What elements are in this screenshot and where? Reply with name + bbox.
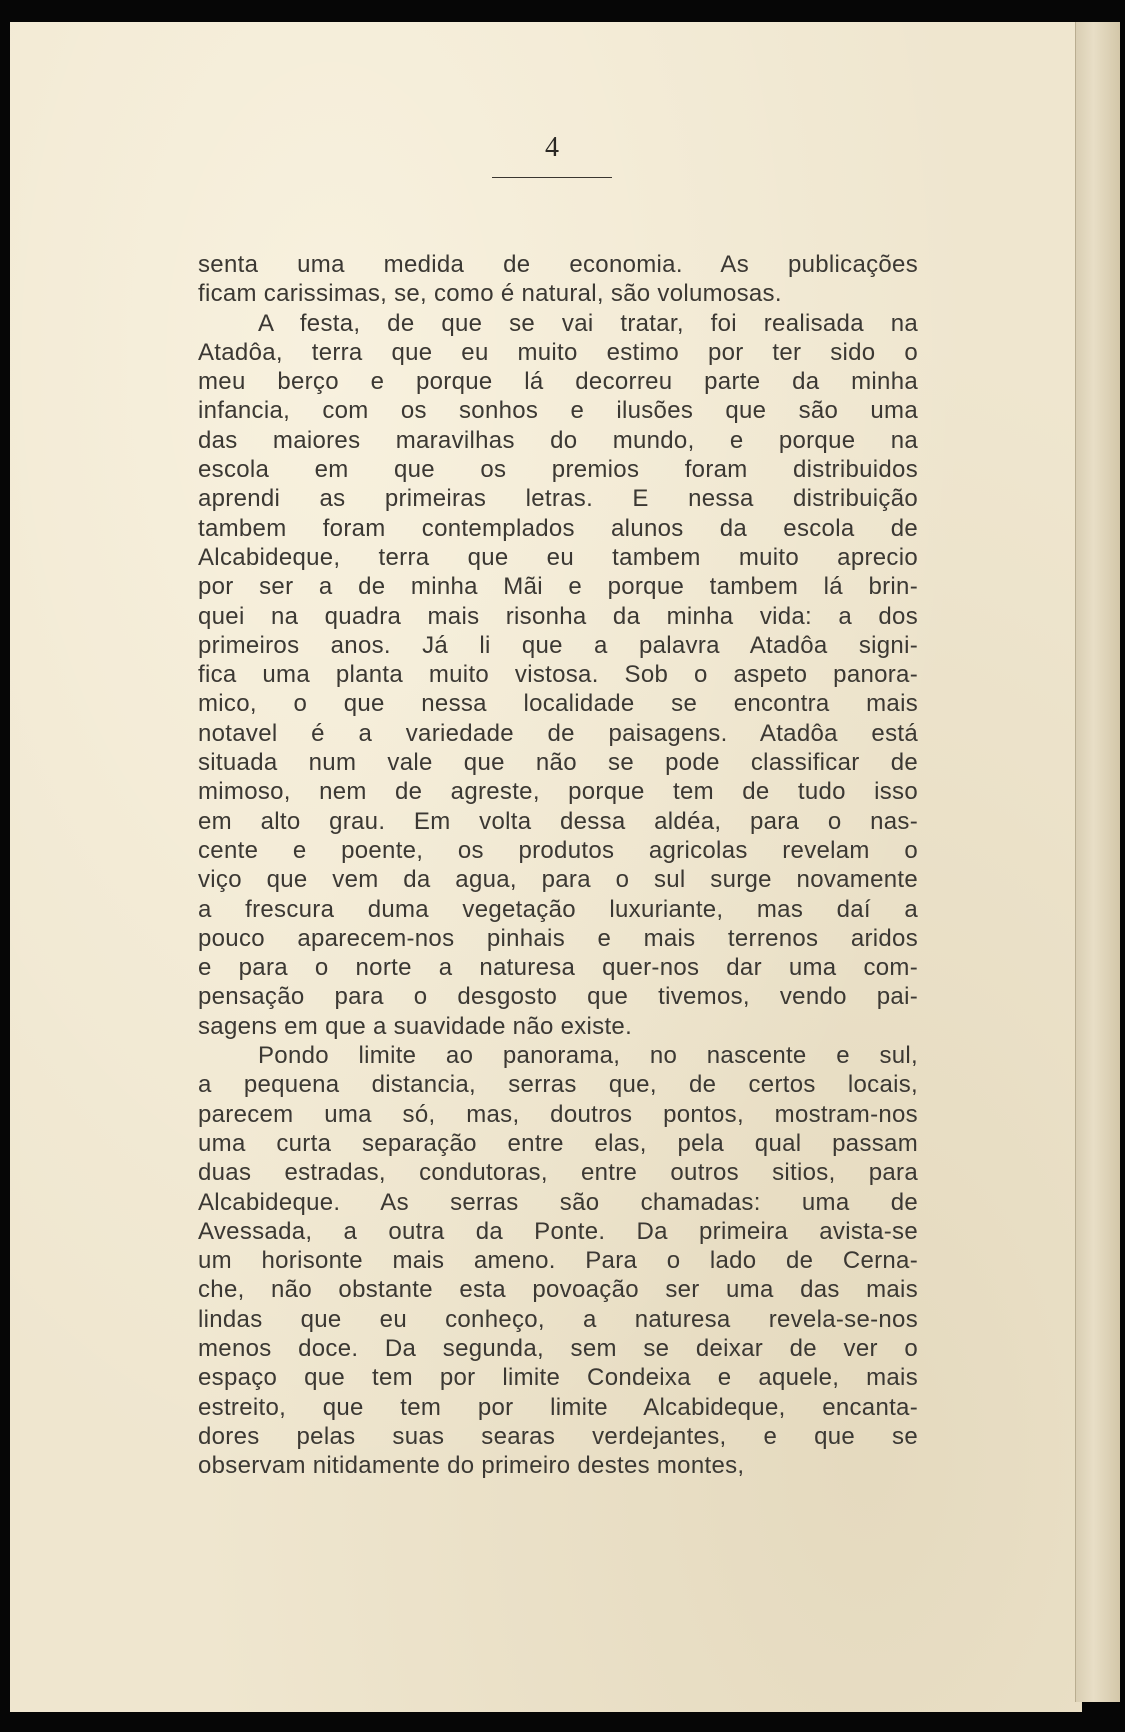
text-line: mico, o que nessa localidade se encontra mais — [198, 690, 918, 718]
text-line: a frescura duma vegetação luxuriante, mas daí a — [198, 895, 918, 923]
text-line: a pequena distancia, serras que, de certos locais, — [198, 1071, 918, 1099]
text-line: menos doce. Da segunda, sem se deixar de ver o — [198, 1334, 918, 1362]
text-line: tambem foram contemplados alunos da escola de — [198, 514, 918, 542]
text-line: primeiros anos. Já li que a palavra Atadôa signi- — [198, 631, 918, 659]
text-line: Avessada, a outra da Ponte. Da primeira avista-se — [198, 1217, 918, 1245]
text-line: viço que vem da agua, para o sul surge novamente — [198, 866, 918, 894]
page-number-rule — [492, 177, 612, 178]
text-line: Pondo limite ao panorama, no nascente e sul, — [258, 1042, 918, 1070]
text-line: A festa, de que se vai tratar, foi realisada na — [258, 309, 918, 337]
text-line: lindas que eu conheço, a naturesa revela-se-nos — [198, 1305, 918, 1333]
text-line: escola em que os premios foram distribuidos — [198, 456, 918, 484]
text-line: duas estradas, condutoras, entre outros sitios, para — [198, 1159, 918, 1187]
text-line: parecem uma só, mas, doutros pontos, mostram-nos — [198, 1100, 918, 1128]
text-line: meu berço e porque lá decorreu parte da minha — [198, 368, 918, 396]
page-number: 4 — [545, 132, 559, 163]
text-line: ficam carissimas, se, como é natural, são volumosas. — [198, 280, 782, 308]
text-line: situada num vale que não se pode classificar de — [198, 749, 918, 777]
text-line: das maiores maravilhas do mundo, e porque na — [198, 426, 918, 454]
text-line: observam nitidamente do primeiro destes montes, — [198, 1452, 745, 1480]
text-line: notavel é a variedade de paisagens. Atadôa está — [198, 719, 918, 747]
text-line: pouco aparecem-nos pinhais e mais terrenos aridos — [198, 924, 918, 952]
text-line: uma curta separação entre elas, pela qual passam — [198, 1129, 918, 1157]
text-line: mimoso, nem de agreste, porque tem de tudo isso — [198, 778, 918, 806]
text-line: pensação para o desgosto que tivemos, vendo pai- — [198, 983, 918, 1011]
text-line: aprendi as primeiras letras. E nessa distribuição — [198, 485, 918, 513]
text-line: estreito, que tem por limite Alcabideque, encanta- — [198, 1393, 918, 1421]
text-line: Atadôa, terra que eu muito estimo por ter sido o — [198, 338, 918, 366]
text-line: por ser a de minha Mãi e porque tambem lá brin- — [198, 573, 918, 601]
text-line: dores pelas suas searas verdejantes, e que se — [198, 1422, 918, 1450]
text-line: espaço que tem por limite Condeixa e aquele, mais — [198, 1364, 918, 1392]
text-line: cente e poente, os produtos agricolas revelam o — [198, 836, 918, 864]
body-text — [198, 250, 918, 1480]
text-line: Alcabideque. As serras são chamadas: uma de — [198, 1188, 918, 1216]
text-line: sagens em que a suavidade não existe. — [198, 1012, 633, 1040]
next-page-edge — [1075, 22, 1120, 1702]
text-line: quei na quadra mais risonha da minha vida: a dos — [198, 602, 918, 630]
text-line: infancia, com os sonhos e ilusões que são uma — [198, 397, 918, 425]
text-line: che, não obstante esta povoação ser uma das mais — [198, 1276, 918, 1304]
text-line: senta uma medida de economia. As publicações — [198, 251, 918, 278]
text-line: Alcabideque, terra que eu tambem muito aprecio — [198, 543, 918, 571]
text-line: um horisonte mais ameno. Para o lado de Cerna- — [198, 1247, 918, 1275]
text-line: fica uma planta muito vistosa. Sob o aspeto panora- — [198, 661, 918, 689]
text-line: e para o norte a naturesa quer-nos dar uma com- — [198, 954, 918, 982]
text-line: em alto grau. Em volta dessa aldéa, para o nas- — [198, 807, 918, 835]
